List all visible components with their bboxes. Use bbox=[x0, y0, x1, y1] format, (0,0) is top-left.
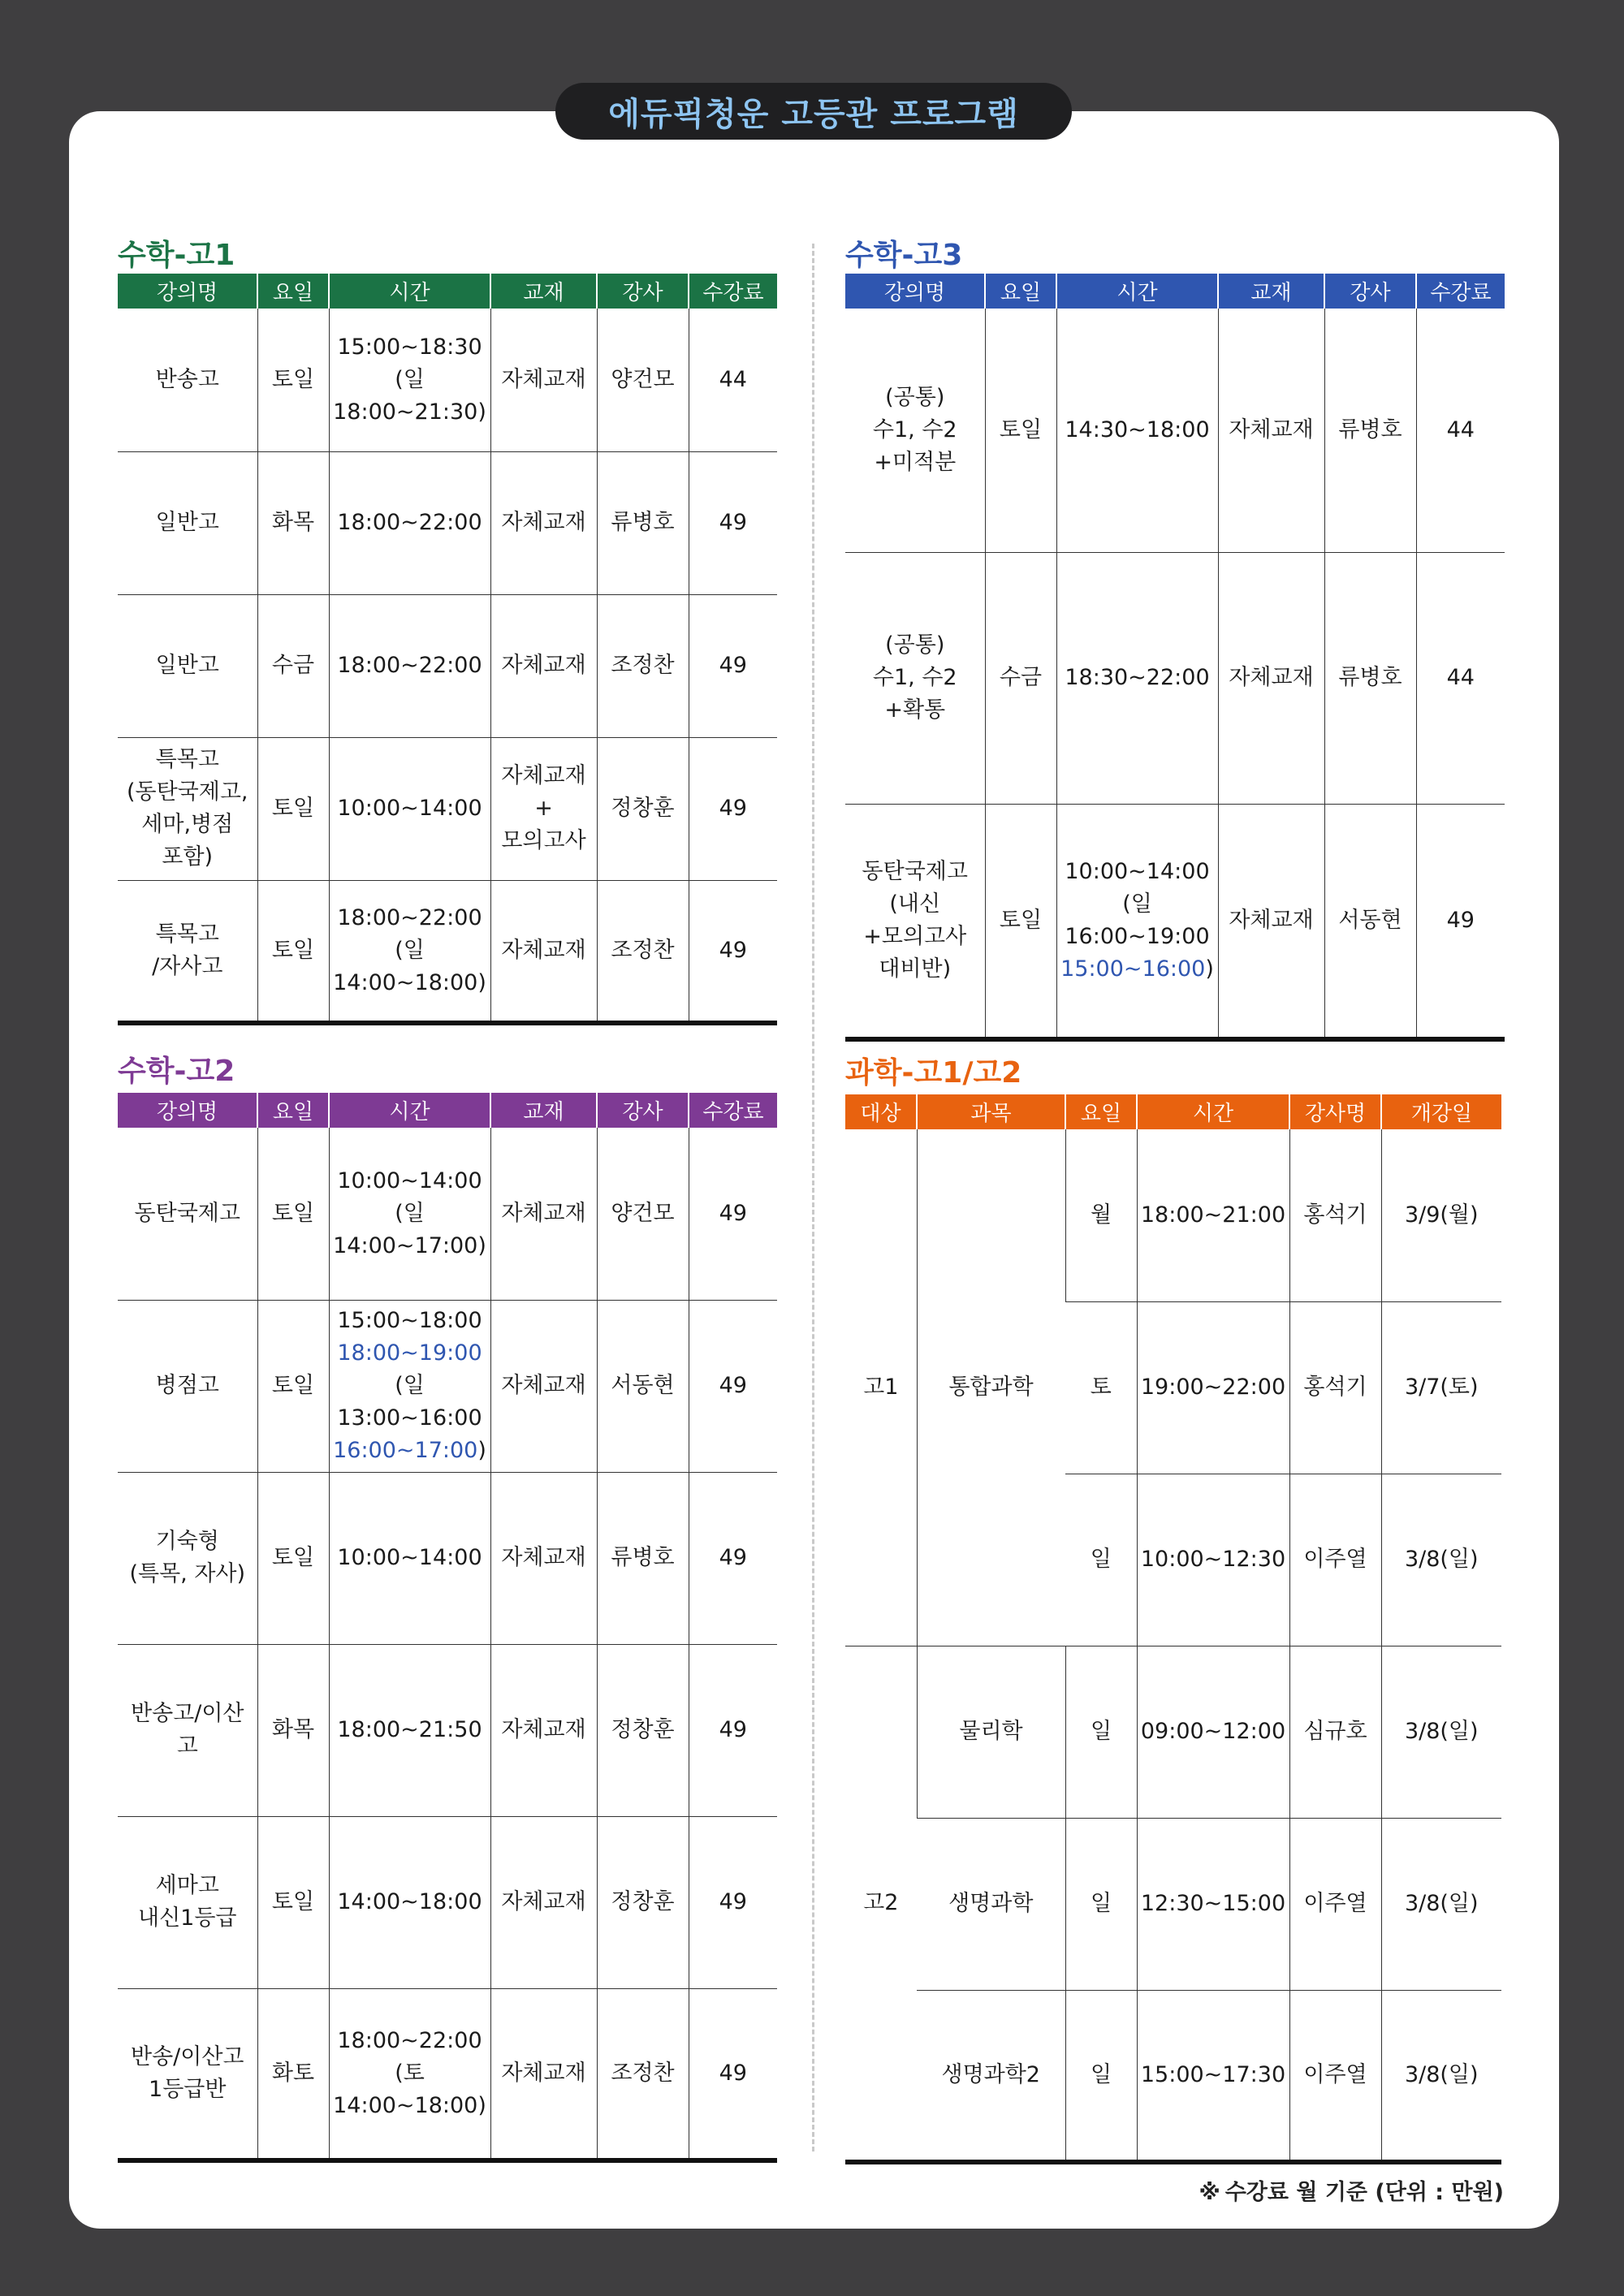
day-cell bbox=[257, 1816, 329, 1988]
day-cell bbox=[257, 1644, 329, 1816]
cell-line: 류병호 bbox=[1338, 416, 1402, 442]
book-cell bbox=[490, 1644, 597, 1816]
start-cell: 3/8(일) bbox=[1381, 1990, 1501, 2162]
cell-line: 특목고 bbox=[155, 921, 219, 947]
course-cell bbox=[845, 309, 985, 552]
cell-line: 수금 bbox=[271, 653, 315, 678]
cell-line: 조정찬 bbox=[611, 653, 675, 678]
subject-cell: 생명과학 bbox=[917, 1818, 1065, 1990]
book-cell bbox=[1218, 804, 1324, 1039]
col-day: 요일 bbox=[257, 274, 329, 309]
cell-line: 토일 bbox=[999, 907, 1043, 933]
day-cell bbox=[257, 1128, 329, 1300]
teacher-cell bbox=[597, 1472, 689, 1644]
cell-line: 일반고 bbox=[155, 510, 219, 535]
note-text: 수강료 월 기준 (단위 : 만원) bbox=[1224, 2180, 1504, 2205]
cell-line: 동탄국제고 bbox=[134, 1200, 240, 1226]
math3-table bbox=[845, 274, 1505, 1042]
day-cell bbox=[985, 804, 1056, 1039]
cell-line: 49 bbox=[1446, 907, 1475, 933]
column-divider bbox=[812, 244, 814, 2151]
cell-line: (특목, 자사) bbox=[129, 1561, 246, 1586]
col-time: 시간 bbox=[1137, 1094, 1289, 1129]
fee-cell bbox=[1416, 309, 1505, 552]
course-cell bbox=[118, 309, 257, 451]
cell-line: 반송고/이산 bbox=[130, 1701, 244, 1726]
cell-line: 류병호 bbox=[1338, 665, 1402, 690]
cell-line: 대비반) bbox=[879, 956, 952, 982]
cell-line: 44 bbox=[1446, 665, 1475, 690]
col-teacher: 강사 bbox=[597, 1093, 689, 1128]
col-course: 강의명 bbox=[118, 274, 257, 309]
table-row bbox=[118, 1816, 777, 1988]
cell-line: 병점고 bbox=[155, 1373, 219, 1398]
teacher-cell bbox=[1324, 804, 1416, 1039]
time-cell bbox=[329, 451, 490, 594]
cell-line: 자체교재 bbox=[501, 1717, 586, 1742]
start-cell: 3/8(일) bbox=[1381, 1818, 1501, 1990]
day-cell bbox=[257, 451, 329, 594]
teacher-cell: 심규호 bbox=[1289, 1646, 1381, 1818]
cell-line: + bbox=[534, 796, 553, 821]
cell-line: 16:00~19:00 bbox=[1065, 923, 1210, 949]
cell-line: 49 bbox=[719, 796, 747, 821]
col-time: 시간 bbox=[1056, 274, 1218, 309]
table-row bbox=[845, 804, 1505, 1039]
time-cell bbox=[329, 737, 490, 880]
table-row bbox=[118, 309, 777, 451]
book-cell bbox=[1218, 309, 1324, 552]
cell-line: 15:00~18:30 bbox=[337, 334, 482, 360]
fee-cell bbox=[689, 1988, 777, 2160]
cell-line: 10:00~14:00 bbox=[337, 796, 482, 821]
col-day: 요일 bbox=[257, 1093, 329, 1128]
time-cell bbox=[329, 1988, 490, 2160]
cell-line: ) bbox=[477, 1438, 486, 1463]
cell-line: 자체교재 bbox=[501, 366, 586, 392]
col-teacher: 강사명 bbox=[1289, 1094, 1381, 1129]
book-cell bbox=[490, 1128, 597, 1300]
day-cell: 토 bbox=[1065, 1301, 1137, 1474]
cell-line: 49 bbox=[719, 1200, 747, 1226]
fee-cell bbox=[1416, 552, 1505, 804]
course-cell bbox=[118, 1644, 257, 1816]
col-fee: 수강료 bbox=[689, 274, 777, 309]
cell-line: 자체교재 bbox=[501, 1373, 586, 1398]
cell-line: 토일 bbox=[271, 1545, 315, 1570]
teacher-cell bbox=[597, 451, 689, 594]
subject-cell: 통합과학 bbox=[917, 1129, 1065, 1646]
time-cell: 09:00~12:00 bbox=[1137, 1646, 1289, 1818]
cell-line: (일 bbox=[395, 1200, 425, 1226]
cell-line: 자체교재 bbox=[501, 763, 586, 788]
cell-line: 양건모 bbox=[611, 366, 675, 392]
day-cell bbox=[985, 309, 1056, 552]
cell-line: 18:00~21:30) bbox=[333, 399, 486, 425]
col-time: 시간 bbox=[329, 274, 490, 309]
cell-line: 18:30~22:00 bbox=[1065, 665, 1210, 690]
fee-cell bbox=[689, 880, 777, 1023]
cell-line: 49 bbox=[719, 1717, 747, 1742]
time-cell bbox=[329, 1472, 490, 1644]
table-row bbox=[118, 1988, 777, 2160]
teacher-cell bbox=[597, 1128, 689, 1300]
course-cell bbox=[118, 594, 257, 737]
book-cell bbox=[490, 1300, 597, 1472]
day-cell: 일 bbox=[1065, 1818, 1137, 1990]
time-cell: 12:30~15:00 bbox=[1137, 1818, 1289, 1990]
teacher-cell bbox=[597, 1988, 689, 2160]
col-teacher: 강사 bbox=[597, 274, 689, 309]
cell-line: 14:00~18:00 bbox=[337, 1889, 482, 1914]
col-teacher: 강사 bbox=[1324, 274, 1416, 309]
cell-line: 자체교재 bbox=[501, 1889, 586, 1914]
table-row bbox=[118, 1472, 777, 1644]
teacher-cell: 홍석기 bbox=[1289, 1129, 1381, 1301]
day-cell bbox=[257, 1300, 329, 1472]
teacher-cell: 이주열 bbox=[1289, 1818, 1381, 1990]
cell-line: 18:00~22:00 bbox=[337, 653, 482, 678]
cell-line: 49 bbox=[719, 2060, 747, 2086]
book-cell bbox=[490, 309, 597, 451]
table-row bbox=[845, 1990, 1501, 2162]
teacher-cell bbox=[597, 309, 689, 451]
fee-footnote bbox=[1199, 2174, 1504, 2206]
table-row bbox=[845, 1129, 1501, 1301]
cell-line: (토 bbox=[395, 2060, 425, 2086]
col-day: 요일 bbox=[985, 274, 1056, 309]
day-cell: 월 bbox=[1065, 1129, 1137, 1301]
col-fee: 수강료 bbox=[1416, 274, 1505, 309]
fee-cell bbox=[689, 1644, 777, 1816]
cell-line: 토일 bbox=[271, 1373, 315, 1398]
book-cell bbox=[490, 880, 597, 1023]
cell-line: 18:00~19:00 bbox=[337, 1340, 482, 1366]
cell-line: 15:00~18:00 bbox=[337, 1308, 482, 1333]
table-row bbox=[118, 1128, 777, 1300]
time-cell bbox=[1056, 309, 1218, 552]
cell-line: 자체교재 bbox=[501, 1545, 586, 1570]
fee-cell bbox=[689, 309, 777, 451]
table-row bbox=[118, 451, 777, 594]
table-row bbox=[845, 1818, 1501, 1990]
cell-line: (동탄국제고, bbox=[126, 779, 248, 805]
teacher-cell bbox=[597, 594, 689, 737]
cell-line: (공통) bbox=[885, 632, 945, 658]
cell-line: 서동현 bbox=[1338, 907, 1402, 933]
cell-line: ) bbox=[1205, 956, 1214, 982]
cell-line: 14:00~17:00) bbox=[333, 1232, 486, 1258]
cell-line: (일 bbox=[395, 937, 425, 963]
cell-line: 토일 bbox=[271, 1889, 315, 1914]
cell-line: 고 bbox=[176, 1733, 198, 1759]
day-cell bbox=[257, 1988, 329, 2160]
cell-line: 류병호 bbox=[611, 510, 675, 535]
col-book: 교재 bbox=[1218, 274, 1324, 309]
cell-line: 10:00~14:00 bbox=[1065, 858, 1210, 884]
cell-line: 49 bbox=[719, 1545, 747, 1570]
table-row bbox=[845, 552, 1505, 804]
cell-line: 14:00~18:00) bbox=[333, 2092, 486, 2118]
cell-line: 자체교재 bbox=[501, 653, 586, 678]
col-book: 교재 bbox=[490, 274, 597, 309]
col-day: 요일 bbox=[1065, 1094, 1137, 1129]
time-cell bbox=[1056, 552, 1218, 804]
cell-line: 자체교재 bbox=[1229, 416, 1314, 442]
cell-line: 조정찬 bbox=[611, 2060, 675, 2086]
cell-line: 49 bbox=[719, 1373, 747, 1398]
teacher-cell bbox=[597, 737, 689, 880]
fee-cell bbox=[689, 1472, 777, 1644]
time-cell bbox=[329, 309, 490, 451]
table-row bbox=[845, 309, 1505, 552]
start-cell: 3/7(토) bbox=[1381, 1301, 1501, 1474]
teacher-cell bbox=[597, 1816, 689, 1988]
time-cell bbox=[329, 1816, 490, 1988]
cell-line: /자사고 bbox=[152, 953, 223, 979]
cell-line: 특목고 bbox=[155, 747, 219, 772]
day-cell bbox=[257, 880, 329, 1023]
cell-line: 자체교재 bbox=[1229, 665, 1314, 690]
cell-line: 1등급반 bbox=[149, 2076, 227, 2102]
course-cell bbox=[845, 552, 985, 804]
math1-title: 수학-고1 bbox=[118, 239, 235, 272]
col-fee: 수강료 bbox=[689, 1093, 777, 1128]
cell-line: 양건모 bbox=[611, 1200, 675, 1226]
cell-line: (공통) bbox=[885, 384, 945, 410]
cell-line: 토일 bbox=[271, 796, 315, 821]
day-cell bbox=[257, 1472, 329, 1644]
cell-line: 44 bbox=[719, 366, 747, 392]
book-cell bbox=[490, 1988, 597, 2160]
fee-cell bbox=[1416, 804, 1505, 1039]
cell-line: 토일 bbox=[271, 937, 315, 963]
cell-line: 자체교재 bbox=[501, 937, 586, 963]
cell-line: 수1, 수2 bbox=[872, 416, 957, 442]
science-title: 과학-고1/고2 bbox=[845, 1056, 1022, 1090]
course-cell bbox=[118, 1300, 257, 1472]
teacher-cell bbox=[597, 1644, 689, 1816]
day-cell bbox=[257, 594, 329, 737]
course-cell bbox=[118, 880, 257, 1023]
time-cell: 19:00~22:00 bbox=[1137, 1301, 1289, 1474]
book-cell bbox=[490, 451, 597, 594]
science-table bbox=[845, 1094, 1501, 2164]
cell-line: 18:00~22:00 bbox=[337, 904, 482, 930]
cell-line: +모의고사 bbox=[863, 923, 967, 949]
cell-line: 49 bbox=[719, 653, 747, 678]
cell-line: 49 bbox=[719, 1889, 747, 1914]
fee-cell bbox=[689, 1128, 777, 1300]
book-cell bbox=[1218, 552, 1324, 804]
day-cell bbox=[257, 737, 329, 880]
fee-cell bbox=[689, 451, 777, 594]
time-cell: 15:00~17:30 bbox=[1137, 1990, 1289, 2162]
start-cell: 3/8(일) bbox=[1381, 1474, 1501, 1646]
teacher-cell: 홍석기 bbox=[1289, 1301, 1381, 1474]
cell-line: 반송고 bbox=[155, 366, 219, 392]
cell-line: 10:00~14:00 bbox=[337, 1545, 482, 1570]
cell-line: 기숙형 bbox=[155, 1529, 219, 1554]
cell-line: 토일 bbox=[271, 366, 315, 392]
teacher-cell: 이주열 bbox=[1289, 1474, 1381, 1646]
cell-line: +미적분 bbox=[874, 449, 957, 475]
teacher-cell bbox=[1324, 309, 1416, 552]
target-cell: 고1 bbox=[845, 1129, 917, 1646]
cell-line: 18:00~21:50 bbox=[337, 1717, 482, 1742]
time-cell bbox=[1056, 804, 1218, 1039]
fee-cell bbox=[689, 1300, 777, 1472]
cell-line: 14:00~18:00) bbox=[333, 969, 486, 995]
col-start: 개강일 bbox=[1381, 1094, 1501, 1129]
cell-line: +확통 bbox=[884, 697, 946, 723]
time-cell bbox=[329, 594, 490, 737]
cell-line: 내신1등급 bbox=[137, 1905, 237, 1931]
table-row bbox=[118, 1644, 777, 1816]
time-cell: 10:00~12:30 bbox=[1137, 1474, 1289, 1646]
time-cell: 18:00~21:00 bbox=[1137, 1129, 1289, 1301]
course-cell bbox=[118, 1816, 257, 1988]
note-mark: ※ bbox=[1199, 2180, 1220, 2205]
math2-table bbox=[118, 1093, 777, 2163]
course-cell bbox=[118, 451, 257, 594]
math2-title: 수학-고2 bbox=[118, 1055, 235, 1088]
cell-line: 세마고 bbox=[155, 1873, 219, 1898]
col-subject: 과목 bbox=[917, 1094, 1065, 1129]
cell-line: 18:00~22:00 bbox=[337, 2027, 482, 2053]
math1-table bbox=[118, 274, 777, 1025]
cell-line: 정창훈 bbox=[611, 1717, 675, 1742]
fee-cell bbox=[689, 594, 777, 737]
start-cell: 3/9(월) bbox=[1381, 1129, 1501, 1301]
cell-line: 조정찬 bbox=[611, 937, 675, 963]
course-cell bbox=[118, 1128, 257, 1300]
course-cell bbox=[845, 804, 985, 1039]
book-cell bbox=[490, 1472, 597, 1644]
course-cell bbox=[118, 737, 257, 880]
day-cell: 일 bbox=[1065, 1990, 1137, 2162]
target-cell: 고2 bbox=[845, 1646, 917, 2162]
book-cell bbox=[490, 737, 597, 880]
cell-line: 반송/이산고 bbox=[130, 2044, 244, 2069]
cell-line: 49 bbox=[719, 937, 747, 963]
cell-line: 정창훈 bbox=[611, 1889, 675, 1914]
teacher-cell bbox=[1324, 552, 1416, 804]
cell-line: 화목 bbox=[271, 1717, 315, 1742]
cell-line: 14:30~18:00 bbox=[1065, 416, 1210, 442]
cell-line: 수금 bbox=[999, 665, 1043, 690]
cell-line: 18:00~22:00 bbox=[337, 510, 482, 535]
teacher-cell: 이주열 bbox=[1289, 1990, 1381, 2162]
cell-line: 정창훈 bbox=[611, 796, 675, 821]
col-book: 교재 bbox=[490, 1093, 597, 1128]
table-row bbox=[118, 1300, 777, 1472]
subject-cell: 생명과학2 bbox=[917, 1990, 1065, 2162]
course-cell bbox=[118, 1472, 257, 1644]
cell-line: 16:00~17:00 bbox=[333, 1438, 478, 1463]
cell-line: (일 bbox=[395, 366, 425, 392]
start-cell: 3/8(일) bbox=[1381, 1646, 1501, 1818]
cell-line: 모의고사 bbox=[501, 828, 586, 853]
table-row bbox=[118, 737, 777, 880]
fee-cell bbox=[689, 1816, 777, 1988]
cell-line: (내신 bbox=[889, 891, 941, 917]
cell-line: 화목 bbox=[271, 510, 315, 535]
col-course: 강의명 bbox=[845, 274, 985, 309]
cell-line: 포함) bbox=[162, 844, 214, 870]
cell-line: 10:00~14:00 bbox=[337, 1167, 482, 1193]
col-time: 시간 bbox=[329, 1093, 490, 1128]
cell-line: 44 bbox=[1446, 416, 1475, 442]
fee-cell bbox=[689, 737, 777, 880]
day-cell: 일 bbox=[1065, 1474, 1137, 1646]
book-cell bbox=[490, 594, 597, 737]
day-cell bbox=[257, 309, 329, 451]
cell-line: 토일 bbox=[271, 1200, 315, 1226]
math3-title: 수학-고3 bbox=[845, 239, 963, 272]
cell-line: (일 bbox=[395, 1373, 425, 1398]
book-cell bbox=[490, 1816, 597, 1988]
cell-line: 류병호 bbox=[611, 1545, 675, 1570]
cell-line: 세마,병점 bbox=[141, 812, 234, 837]
cell-line: 토일 bbox=[999, 416, 1043, 442]
teacher-cell bbox=[597, 880, 689, 1023]
time-cell bbox=[329, 1644, 490, 1816]
teacher-cell bbox=[597, 1300, 689, 1472]
cell-line: 자체교재 bbox=[1229, 907, 1314, 933]
time-cell bbox=[329, 880, 490, 1023]
time-cell bbox=[329, 1300, 490, 1472]
subject-cell: 물리학 bbox=[917, 1646, 1065, 1818]
table-row bbox=[118, 880, 777, 1023]
cell-line: 수1, 수2 bbox=[872, 665, 957, 690]
cell-line: 13:00~16:00 bbox=[337, 1405, 482, 1431]
day-cell: 일 bbox=[1065, 1646, 1137, 1818]
page-title: 에듀픽청운 고등관 프로그램 bbox=[555, 83, 1072, 140]
cell-line: 동탄국제고 bbox=[862, 858, 968, 884]
cell-line: 49 bbox=[719, 510, 747, 535]
cell-line: 서동현 bbox=[611, 1373, 675, 1398]
time-cell bbox=[329, 1128, 490, 1300]
col-course: 강의명 bbox=[118, 1093, 257, 1128]
cell-line: 자체교재 bbox=[501, 510, 586, 535]
cell-line: 15:00~16:00 bbox=[1060, 956, 1206, 982]
cell-line: 화토 bbox=[271, 2060, 315, 2086]
day-cell bbox=[985, 552, 1056, 804]
cell-line: 일반고 bbox=[155, 653, 219, 678]
cell-line: 자체교재 bbox=[501, 2060, 586, 2086]
col-target: 대상 bbox=[845, 1094, 917, 1129]
cell-line: 자체교재 bbox=[501, 1200, 586, 1226]
course-cell bbox=[118, 1988, 257, 2160]
cell-line: (일 bbox=[1122, 891, 1152, 917]
table-row bbox=[118, 594, 777, 737]
table-row bbox=[845, 1646, 1501, 1818]
